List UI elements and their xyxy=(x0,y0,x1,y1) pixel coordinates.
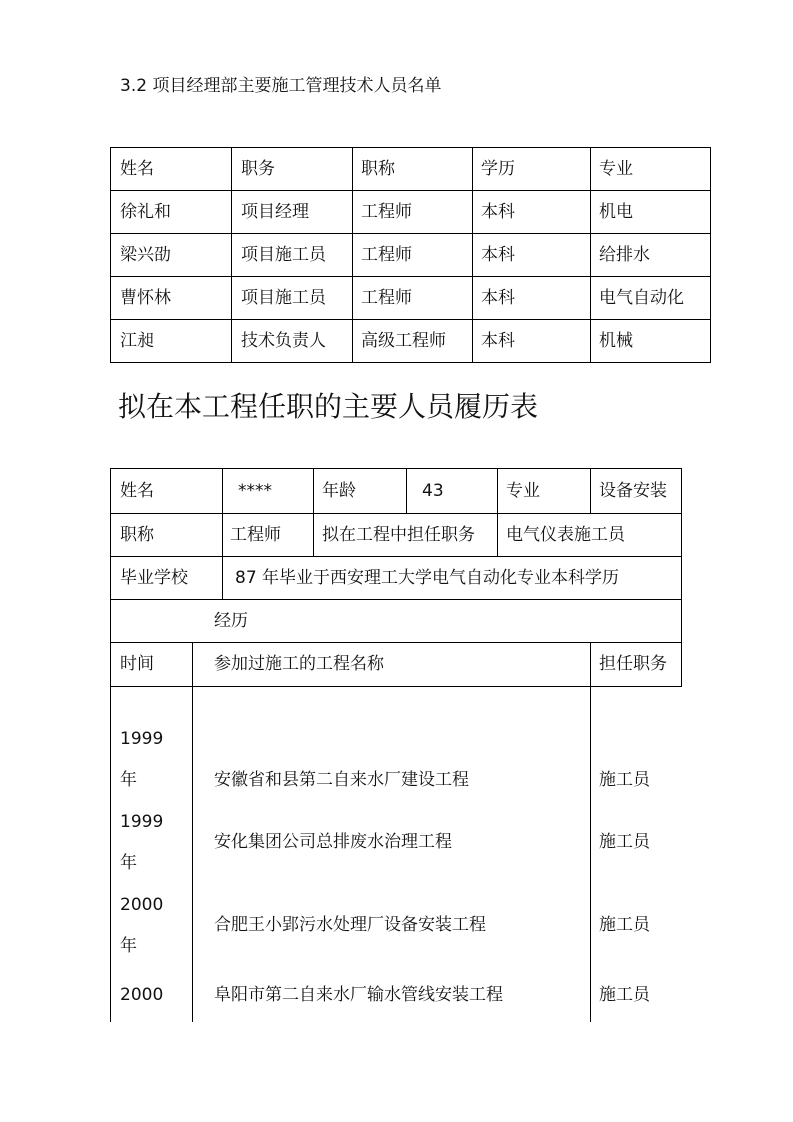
cell: 机电 xyxy=(599,202,633,222)
entry-position: 施工员 xyxy=(599,832,650,852)
school-value: 87 年毕业于西安理工大学电气自动化专业本科学历 xyxy=(235,568,620,588)
cell: 工程师 xyxy=(361,202,412,222)
entry-year: 1999 xyxy=(120,812,164,832)
title-value: 工程师 xyxy=(230,525,281,545)
entry-project: 阜阳市第二自来水厂输水管线安装工程 xyxy=(214,985,503,1005)
header-position: 职务 xyxy=(241,159,275,179)
age-value: 43 xyxy=(422,481,444,501)
header-title: 职称 xyxy=(361,159,395,179)
entry-position: 施工员 xyxy=(599,915,650,935)
cell: 项目施工员 xyxy=(241,288,326,308)
name-label: 姓名 xyxy=(120,481,154,501)
entry-position: 施工员 xyxy=(599,770,650,790)
entry-year: 1999 xyxy=(120,729,164,749)
cell: 江昶 xyxy=(120,331,154,351)
cell: 徐礼和 xyxy=(120,202,171,222)
cell: 曹怀林 xyxy=(120,288,171,308)
header-name: 姓名 xyxy=(120,159,154,179)
name-value: **** xyxy=(238,481,272,501)
entry-project: 合肥王小郢污水处理厂设备安装工程 xyxy=(214,915,486,935)
cell: 本科 xyxy=(481,288,515,308)
entry-year: 2000 xyxy=(120,895,164,915)
cell: 项目经理 xyxy=(241,202,309,222)
title-label: 职称 xyxy=(120,525,154,545)
cell: 本科 xyxy=(481,331,515,351)
col-position: 担任职务 xyxy=(599,654,667,674)
entry-project: 安化集团公司总排废水治理工程 xyxy=(214,832,452,852)
cell: 给排水 xyxy=(599,245,650,265)
cell: 本科 xyxy=(481,245,515,265)
cell: 本科 xyxy=(481,202,515,222)
col-time: 时间 xyxy=(120,654,154,674)
cell: 工程师 xyxy=(361,288,412,308)
entry-year: 2000 xyxy=(120,985,164,1005)
role-value: 电气仪表施工员 xyxy=(506,525,625,545)
header-major: 专业 xyxy=(599,159,633,179)
experience-label: 经历 xyxy=(214,611,248,631)
cell: 高级工程师 xyxy=(361,331,446,351)
entry-year-unit: 年 xyxy=(120,936,137,956)
entry-year-unit: 年 xyxy=(120,853,137,873)
section-title: 3.2 项目经理部主要施工管理技术人员名单 xyxy=(120,76,442,96)
role-label: 拟在工程中担任职务 xyxy=(322,525,475,545)
resume-heading: 拟在本工程任职的主要人员履历表 xyxy=(118,390,539,423)
age-label: 年龄 xyxy=(322,481,356,501)
col-project: 参加过施工的工程名称 xyxy=(214,654,384,674)
header-education: 学历 xyxy=(481,159,515,179)
cell: 机械 xyxy=(599,331,633,351)
cell: 梁兴劭 xyxy=(120,245,171,265)
entry-position: 施工员 xyxy=(599,985,650,1005)
major-label: 专业 xyxy=(506,481,540,501)
entry-project: 安徽省和县第二自来水厂建设工程 xyxy=(214,770,469,790)
entry-year-unit: 年 xyxy=(120,770,137,790)
cell: 电气自动化 xyxy=(599,288,684,308)
school-label: 毕业学校 xyxy=(120,568,188,588)
cell: 工程师 xyxy=(361,245,412,265)
cell: 技术负责人 xyxy=(241,331,326,351)
major-value: 设备安装 xyxy=(599,481,667,501)
cell: 项目施工员 xyxy=(241,245,326,265)
